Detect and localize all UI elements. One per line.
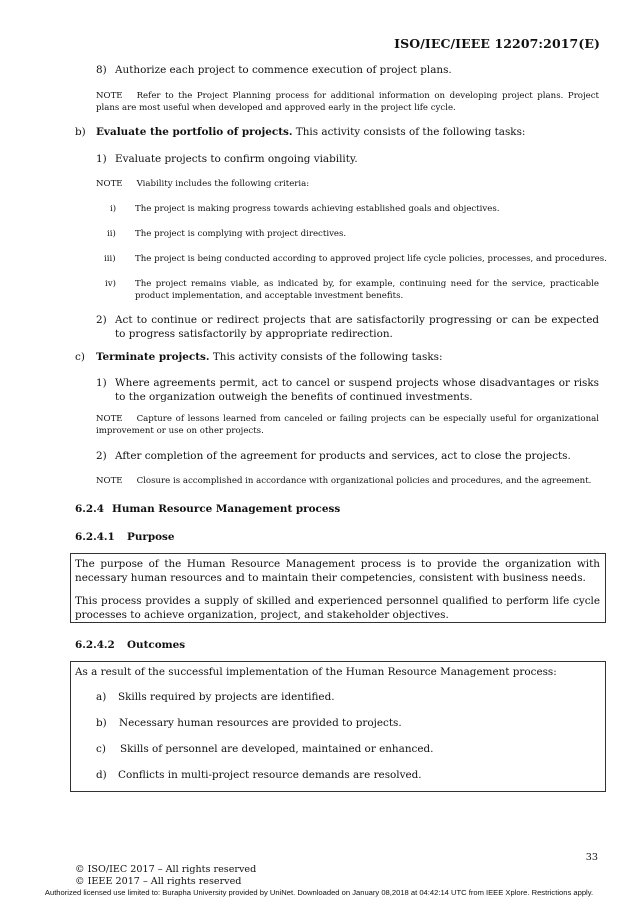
note-label: NOTE xyxy=(96,179,123,189)
copyright-ieee: © IEEE 2017 – All rights reserved xyxy=(75,876,242,887)
criterion-number: i) xyxy=(110,204,117,214)
criterion-text: The project is making progress towards achieving established goals and objectives. xyxy=(135,204,500,214)
list-item-text: Authorize each project to commence execution of project plans. xyxy=(115,64,452,76)
note-label: NOTE xyxy=(96,476,123,486)
note-text: Refer to the Project Planning process for additional information on developing project plans. Project plans are most useful when developed and approved early in the project life cycle. xyxy=(96,91,599,113)
outcome-text: Necessary human resources are provided to projects. xyxy=(119,717,402,729)
criterion-text: The project is complying with project directives. xyxy=(135,229,347,239)
criterion-text: The project remains viable, as indicated by, for example, continuing need for the service, practicable product implementation, and acceptable investment benefits. xyxy=(135,279,599,301)
criterion-number: ii) xyxy=(107,229,116,239)
subsection-title: Outcomes xyxy=(127,639,186,651)
list-number: 8) xyxy=(96,64,107,76)
list-number: 2) xyxy=(96,450,107,462)
subsection-number: 6.2.4.1 xyxy=(75,531,115,543)
outcomes-intro: As a result of the successful implementation of the Human Resource Management process: xyxy=(75,666,557,678)
purpose-paragraph: This process provides a supply of skilled and experienced personnel qualified to perform life cycle processes to achieve organization, project, and stakeholder objectives. xyxy=(75,595,600,621)
outcome-text: Skills of personnel are developed, maintained or enhanced. xyxy=(120,743,434,755)
list-letter: c) xyxy=(75,351,85,363)
subsection-number: 6.2.4.2 xyxy=(75,639,115,651)
section-number: 6.2.4 xyxy=(75,503,104,515)
criterion-number: iii) xyxy=(104,254,116,264)
activity-text: This activity consists of the following tasks: xyxy=(209,351,443,363)
note xyxy=(96,178,309,190)
note-text: Capture of lessons learned from canceled or failing projects can be especially useful for organizational improvement or use on other projects. xyxy=(96,414,599,436)
subsection-title: Purpose xyxy=(127,531,175,543)
activity-title: Evaluate the portfolio of projects. xyxy=(96,126,293,138)
note-label: NOTE xyxy=(96,414,123,424)
criterion-number: iv) xyxy=(105,279,116,289)
outcome-letter: c) xyxy=(96,743,106,755)
note xyxy=(96,413,599,437)
activity-text: This activity consists of the following tasks: xyxy=(292,126,526,138)
authorized-use-notice: Authorized licensed use limited to: Burapha University provided by UniNet. Downloaded on January 08,2018 at 04:42:14 UTC from IEEE Xplore. Restrictions apply. xyxy=(44,888,594,897)
section-title: Human Resource Management process xyxy=(112,503,341,515)
list-item-text: After completion of the agreement for products and services, act to close the projects. xyxy=(115,450,571,462)
page-header: ISO/IEC/IEEE 12207:2017(E) xyxy=(394,36,600,51)
note-text: Viability includes the following criteria: xyxy=(136,179,310,189)
criterion-text: The project is being conducted according to approved project life cycle policies, processes, and procedures. xyxy=(135,254,607,264)
list-item-text: Where agreements permit, act to cancel or suspend projects whose disadvantages or risks to the organization outweigh the benefits of continued investments. xyxy=(115,377,599,403)
note xyxy=(96,90,599,114)
activity-title: Terminate projects. xyxy=(96,351,210,363)
activity-heading xyxy=(96,350,442,364)
outcome-text: Conflicts in multi-project resource demands are resolved. xyxy=(118,769,422,781)
list-letter: b) xyxy=(75,126,86,138)
note-label: NOTE xyxy=(96,91,123,101)
list-number: 1) xyxy=(96,153,107,165)
outcome-letter: d) xyxy=(96,769,107,781)
list-item-text: Act to continue or redirect projects that are satisfactorily progressing or can be expected to progress satisfactorily by appropriate redirection. xyxy=(115,314,599,340)
note-text: Closure is accomplished in accordance with organizational policies and procedures, and the agreement. xyxy=(136,476,592,486)
copyright-iso: © ISO/IEC 2017 – All rights reserved xyxy=(75,864,257,875)
note xyxy=(96,475,591,487)
list-item-text: Evaluate projects to confirm ongoing viability. xyxy=(115,153,358,165)
outcome-letter: a) xyxy=(96,691,107,703)
list-number: 2) xyxy=(96,314,107,326)
list-number: 1) xyxy=(96,377,107,389)
outcome-letter: b) xyxy=(96,717,107,729)
purpose-paragraph: The purpose of the Human Resource Management process is to provide the organization with necessary human resources and to maintain their competencies, consistent with business needs. xyxy=(75,558,600,584)
page-number: 33 xyxy=(585,852,598,863)
activity-heading xyxy=(96,125,525,139)
outcome-text: Skills required by projects are identified. xyxy=(118,691,335,703)
